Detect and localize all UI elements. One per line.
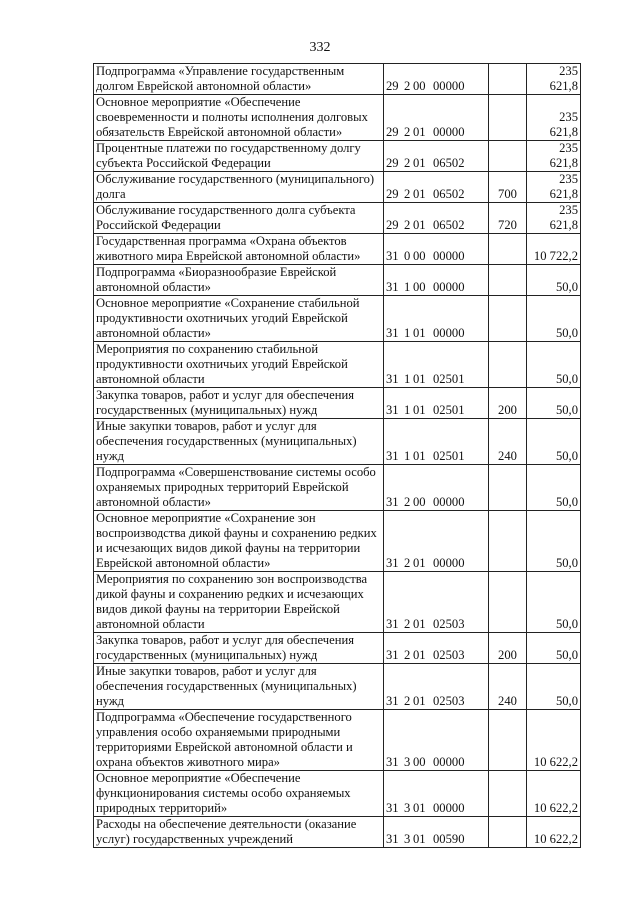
row-sum: 50,0 (527, 296, 581, 342)
code-direction: 02503 (433, 694, 465, 708)
code-program: 29 (386, 79, 399, 93)
code-direction: 00000 (433, 79, 465, 93)
code-direction: 00000 (433, 280, 465, 294)
row-sum: 50,0 (527, 664, 581, 710)
row-sum: 50,0 (527, 465, 581, 511)
code-program: 31 (386, 617, 399, 631)
row-expense-type (489, 511, 527, 572)
code-subprogram: 2 (404, 218, 411, 232)
code-subprogram: 1 (404, 449, 411, 463)
row-expense-type (489, 342, 527, 388)
code-subprogram: 1 (404, 403, 411, 417)
code-direction: 00000 (433, 755, 465, 769)
table-row (94, 95, 581, 141)
row-expense-type (489, 234, 527, 265)
code-subprogram: 1 (404, 280, 411, 294)
code-program: 31 (386, 755, 399, 769)
code-direction: 00000 (433, 801, 465, 815)
code-subprogram: 3 (404, 755, 411, 769)
code-program: 31 (386, 694, 399, 708)
row-code (384, 296, 489, 342)
code-program: 31 (386, 249, 399, 263)
code-direction: 00000 (433, 495, 465, 509)
code-measure: 01 (413, 326, 426, 340)
code-direction: 00000 (433, 556, 465, 570)
table-row (94, 710, 581, 771)
row-name: Иные закупки товаров, работ и услуг для обеспечения государственных (муниципальных) нужд (94, 419, 384, 465)
row-code (384, 203, 489, 234)
row-sum: 50,0 (527, 419, 581, 465)
row-name: Закупка товаров, работ и услуг для обеспечения государственных (муниципальных) нужд (94, 388, 384, 419)
table-row (94, 265, 581, 296)
row-code (384, 64, 489, 95)
table-row (94, 817, 581, 848)
table-row (94, 234, 581, 265)
code-program: 31 (386, 556, 399, 570)
row-sum: 50,0 (527, 342, 581, 388)
table-row (94, 572, 581, 633)
code-program: 31 (386, 403, 399, 417)
table-row (94, 296, 581, 342)
row-name: Иные закупки товаров, работ и услуг для обеспечения государственных (муниципальных) нужд (94, 664, 384, 710)
row-code (384, 465, 489, 511)
code-direction: 00000 (433, 249, 465, 263)
code-program: 29 (386, 156, 399, 170)
code-direction: 00000 (433, 326, 465, 340)
code-subprogram: 1 (404, 372, 411, 386)
row-code (384, 419, 489, 465)
table-row (94, 203, 581, 234)
row-sum: 50,0 (527, 388, 581, 419)
page-number: 332 (309, 40, 331, 55)
code-program: 31 (386, 372, 399, 386)
row-code (384, 388, 489, 419)
row-name: Процентные платежи по государственному долгу субъекта Российской Федерации (94, 141, 384, 172)
table-row (94, 419, 581, 465)
row-name: Основное мероприятие «Обеспечение функционирования системы особо охраняемых природных территорий» (94, 771, 384, 817)
code-subprogram: 2 (404, 125, 411, 139)
row-name: Подпрограмма «Управление государственным долгом Еврейской автономной области» (94, 64, 384, 95)
row-name: Государственная программа «Охрана объектов животного мира Еврейской автономной области» (94, 234, 384, 265)
code-measure: 01 (413, 801, 426, 815)
row-expense-type: 720 (489, 203, 527, 234)
row-expense-type (489, 141, 527, 172)
row-sum: 235 621,8 (527, 64, 581, 95)
code-program: 31 (386, 648, 399, 662)
row-expense-type (489, 265, 527, 296)
row-code (384, 141, 489, 172)
table-row (94, 141, 581, 172)
code-subprogram: 2 (404, 648, 411, 662)
budget-table-body (94, 64, 581, 848)
row-expense-type: 700 (489, 172, 527, 203)
row-name: Закупка товаров, работ и услуг для обеспечения государственных (муниципальных) нужд (94, 633, 384, 664)
code-subprogram: 2 (404, 617, 411, 631)
code-measure: 01 (413, 156, 426, 170)
row-code (384, 95, 489, 141)
row-code (384, 710, 489, 771)
code-subprogram: 1 (404, 326, 411, 340)
code-program: 29 (386, 125, 399, 139)
table-row (94, 342, 581, 388)
row-name: Мероприятия по сохранению зон воспроизводства дикой фауны и сохранению редких и исчезающих видов дикой фауны на территории Еврейской автономной области (94, 572, 384, 633)
code-subprogram: 3 (404, 832, 411, 846)
row-name: Расходы на обеспечение деятельности (оказание услуг) государственных учреждений (94, 817, 384, 848)
row-sum: 235 621,8 (527, 95, 581, 141)
code-measure: 00 (413, 495, 426, 509)
code-direction: 06502 (433, 187, 465, 201)
code-program: 29 (386, 187, 399, 201)
row-sum: 50,0 (527, 265, 581, 296)
row-code (384, 817, 489, 848)
row-code (384, 265, 489, 296)
budget-table (93, 63, 581, 848)
row-sum: 10 622,2 (527, 771, 581, 817)
row-code (384, 633, 489, 664)
code-measure: 01 (413, 187, 426, 201)
code-measure: 01 (413, 556, 426, 570)
row-sum: 10 622,2 (527, 817, 581, 848)
row-name: Основное мероприятие «Сохранение зон воспроизводства дикой фауны и сохранению редких и исчезающих видов дикой фауны на территории Еврейской автономной области» (94, 511, 384, 572)
row-sum: 50,0 (527, 572, 581, 633)
table-row (94, 511, 581, 572)
code-direction: 02501 (433, 372, 465, 386)
table-row (94, 465, 581, 511)
code-program: 31 (386, 326, 399, 340)
code-measure: 01 (413, 403, 426, 417)
code-direction: 00000 (433, 125, 465, 139)
code-program: 31 (386, 280, 399, 294)
code-measure: 01 (413, 832, 426, 846)
row-name: Обслуживание государственного долга субъекта Российской Федерации (94, 203, 384, 234)
row-expense-type (489, 64, 527, 95)
table-row (94, 771, 581, 817)
code-subprogram: 2 (404, 187, 411, 201)
code-direction: 06502 (433, 156, 465, 170)
row-code (384, 572, 489, 633)
code-measure: 00 (413, 79, 426, 93)
code-program: 31 (386, 801, 399, 815)
row-name: Основное мероприятие «Сохранение стабильной продуктивности охотничьих угодий Еврейской автономной области» (94, 296, 384, 342)
code-direction: 02501 (433, 449, 465, 463)
table-row (94, 388, 581, 419)
row-expense-type: 200 (489, 388, 527, 419)
code-measure: 01 (413, 372, 426, 386)
row-expense-type: 200 (489, 633, 527, 664)
row-expense-type (489, 572, 527, 633)
row-sum: 235 621,8 (527, 141, 581, 172)
code-measure: 00 (413, 249, 426, 263)
code-subprogram: 0 (404, 249, 411, 263)
code-measure: 00 (413, 755, 426, 769)
code-measure: 00 (413, 280, 426, 294)
row-sum: 235 621,8 (527, 203, 581, 234)
code-subprogram: 2 (404, 156, 411, 170)
row-sum: 10 722,2 (527, 234, 581, 265)
code-subprogram: 2 (404, 79, 411, 93)
code-subprogram: 3 (404, 801, 411, 815)
code-direction: 02501 (433, 403, 465, 417)
row-sum: 235 621,8 (527, 172, 581, 203)
row-sum: 50,0 (527, 633, 581, 664)
row-expense-type (489, 771, 527, 817)
row-expense-type (489, 95, 527, 141)
row-name: Подпрограмма «Обеспечение государственного управления особо охраняемыми природными территориями Еврейской автономной области и охрана объектов животного мира» (94, 710, 384, 771)
code-direction: 06502 (433, 218, 465, 232)
code-program: 29 (386, 218, 399, 232)
code-subprogram: 2 (404, 556, 411, 570)
code-program: 31 (386, 832, 399, 846)
code-measure: 01 (413, 218, 426, 232)
code-measure: 01 (413, 617, 426, 631)
row-expense-type: 240 (489, 664, 527, 710)
code-measure: 01 (413, 648, 426, 662)
row-expense-type: 240 (489, 419, 527, 465)
row-expense-type (489, 296, 527, 342)
code-measure: 01 (413, 125, 426, 139)
row-code (384, 511, 489, 572)
table-row (94, 633, 581, 664)
code-direction: 02503 (433, 648, 465, 662)
table-row (94, 664, 581, 710)
row-expense-type (489, 817, 527, 848)
row-expense-type (489, 465, 527, 511)
code-measure: 01 (413, 449, 426, 463)
row-expense-type (489, 710, 527, 771)
code-direction: 00590 (433, 832, 465, 846)
code-measure: 01 (413, 694, 426, 708)
code-direction: 02503 (433, 617, 465, 631)
row-sum: 50,0 (527, 511, 581, 572)
row-code (384, 172, 489, 203)
row-sum: 10 622,2 (527, 710, 581, 771)
code-subprogram: 2 (404, 694, 411, 708)
table-row (94, 64, 581, 95)
table-row (94, 172, 581, 203)
code-subprogram: 2 (404, 495, 411, 509)
row-code (384, 664, 489, 710)
row-name: Основное мероприятие «Обеспечение своевременности и полноты исполнения долговых обязательств Еврейской автономной области» (94, 95, 384, 141)
code-program: 31 (386, 495, 399, 509)
code-program: 31 (386, 449, 399, 463)
row-code (384, 771, 489, 817)
row-name: Обслуживание государственного (муниципального) долга (94, 172, 384, 203)
row-code (384, 234, 489, 265)
row-name: Мероприятия по сохранению стабильной продуктивности охотничьих угодий Еврейской автономной области (94, 342, 384, 388)
row-name: Подпрограмма «Совершенствование системы особо охраняемых природных территорий Еврейской автономной области» (94, 465, 384, 511)
row-name: Подпрограмма «Биоразнообразие Еврейской автономной области» (94, 265, 384, 296)
row-code (384, 342, 489, 388)
